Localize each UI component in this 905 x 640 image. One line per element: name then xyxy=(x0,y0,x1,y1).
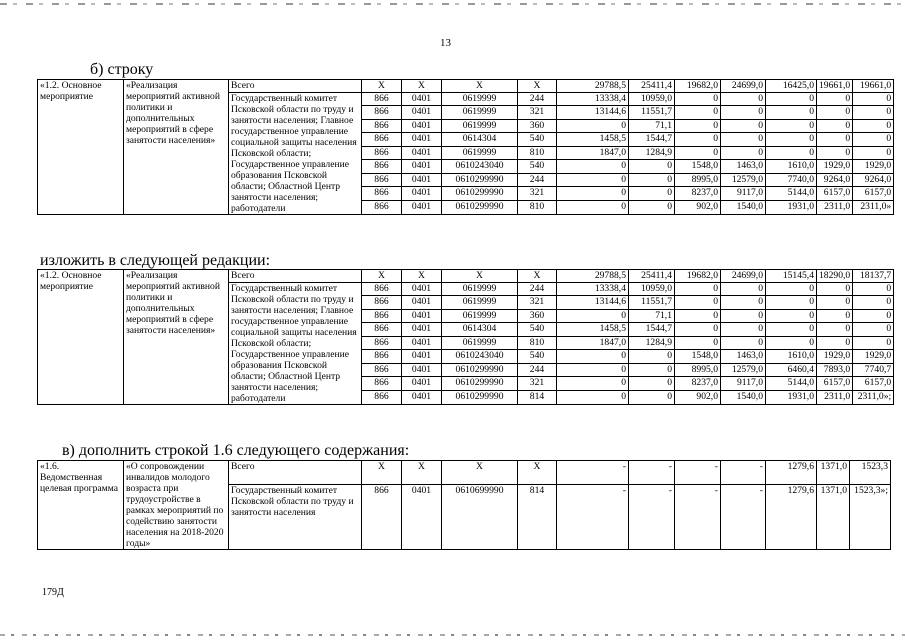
budget-code-cell: 866 xyxy=(362,200,402,214)
budget-code-cell: X xyxy=(362,461,402,485)
budget-code-cell: X xyxy=(518,461,557,485)
budget-code-cell: 244 xyxy=(518,92,557,106)
amount-cell: 10959,0 xyxy=(629,92,675,106)
measure-name-cell: «Реализация мероприятий активной политики и дополнительных мероприятий в сфере занятости населения» xyxy=(124,80,229,215)
amount-cell: 0 xyxy=(557,187,629,201)
table-row xyxy=(38,461,891,485)
budget-code-cell: 866 xyxy=(362,323,402,337)
executor-cell: Государственный комитет Псковской области по труду и занятости населения xyxy=(229,484,362,549)
budget-code-cell: 321 xyxy=(518,106,557,120)
amount-cell: 0 xyxy=(721,106,766,120)
amount-cell: 1371,0 xyxy=(817,484,850,549)
amount-cell: 9264,0 xyxy=(853,173,894,187)
amount-cell: 0 xyxy=(675,119,721,133)
amount-cell: 24699,0 xyxy=(721,270,766,283)
budget-code-cell: 866 xyxy=(362,350,402,364)
budget-code-cell: 0610299990 xyxy=(442,377,518,391)
executor-cell: Государственный комитет Псковской области по труду и занятости населения; Главное государственное управление социальной защиты населения Псковской области; Государственное управление образования Псковской области; Областной Центр занятости населения; работодатели xyxy=(229,92,362,214)
amount-cell: - xyxy=(675,484,721,549)
amount-cell: 0 xyxy=(557,363,629,377)
budget-code-cell: X xyxy=(362,270,402,283)
budget-code-cell: 0619999 xyxy=(442,336,518,350)
amount-cell: 0 xyxy=(721,119,766,133)
amount-cell: 2311,0» xyxy=(853,200,894,214)
amount-cell: 0 xyxy=(766,323,817,337)
amount-cell: 0 xyxy=(766,146,817,160)
amount-cell: 902,0 xyxy=(675,390,721,404)
budget-code-cell: 0401 xyxy=(402,187,442,201)
amount-cell: 0 xyxy=(853,296,894,310)
amount-cell: 1279,6 xyxy=(766,484,817,549)
amount-cell: 0 xyxy=(721,336,766,350)
budget-code-cell: 0401 xyxy=(402,350,442,364)
amount-cell: 0 xyxy=(557,173,629,187)
original-row-table xyxy=(37,79,894,215)
amount-cell: 15145,4 xyxy=(766,270,817,283)
amount-cell: 6157,0 xyxy=(853,187,894,201)
amount-cell: 0 xyxy=(721,296,766,310)
budget-code-cell: 0401 xyxy=(402,92,442,106)
amount-cell: 7893,0 xyxy=(817,363,853,377)
amount-cell: 18290,0 xyxy=(817,270,853,283)
amount-cell: 71,1 xyxy=(629,309,675,323)
amount-cell: 13338,4 xyxy=(557,92,629,106)
budget-code-cell: 866 xyxy=(362,119,402,133)
budget-code-cell: 0619999 xyxy=(442,282,518,296)
amount-cell: 25411,4 xyxy=(629,270,675,283)
budget-code-cell: 814 xyxy=(518,484,557,549)
amount-cell: 0 xyxy=(721,282,766,296)
budget-code-cell: 866 xyxy=(362,187,402,201)
budget-code-cell: 866 xyxy=(362,106,402,120)
budget-code-cell: 0610243040 xyxy=(442,160,518,174)
amount-cell: 8995,0 xyxy=(675,173,721,187)
scan-edge-top xyxy=(0,3,905,5)
amount-cell: 1931,0 xyxy=(766,200,817,214)
amount-cell: 2311,0»; xyxy=(853,390,894,404)
measure-number-cell: «1.2. Основное мероприятие xyxy=(38,270,124,405)
budget-code-cell: X xyxy=(518,270,557,283)
amount-cell: 0 xyxy=(721,323,766,337)
budget-code-cell: 866 xyxy=(362,390,402,404)
amount-cell: 11551,7 xyxy=(629,106,675,120)
amount-cell: - xyxy=(557,461,629,485)
amount-cell: 0 xyxy=(766,119,817,133)
amount-cell: 19661,0 xyxy=(817,80,853,93)
amount-cell: 13338,4 xyxy=(557,282,629,296)
amount-cell: 1544,7 xyxy=(629,323,675,337)
amount-cell: 1540,0 xyxy=(721,390,766,404)
amount-cell: 71,1 xyxy=(629,119,675,133)
amount-cell: 1523,3 xyxy=(850,461,891,485)
new-edition-table xyxy=(37,269,894,405)
new-edition-heading: изложить в следующей редакции: xyxy=(40,252,271,269)
amount-cell: 1931,0 xyxy=(766,390,817,404)
amount-cell: - xyxy=(629,461,675,485)
budget-code-cell: 360 xyxy=(518,309,557,323)
budget-code-cell: 0401 xyxy=(402,173,442,187)
section-b-heading: б) строку xyxy=(90,61,154,78)
amount-cell: 0 xyxy=(721,146,766,160)
amount-cell: 0 xyxy=(766,336,817,350)
amount-cell: 0 xyxy=(817,106,853,120)
amount-cell: 24699,0 xyxy=(721,80,766,93)
amount-cell: 0 xyxy=(675,323,721,337)
budget-code-cell: 0401 xyxy=(402,160,442,174)
budget-code-cell: 540 xyxy=(518,350,557,364)
amount-cell: 0 xyxy=(629,363,675,377)
amount-cell: 0 xyxy=(853,336,894,350)
amount-cell: 1284,9 xyxy=(629,336,675,350)
budget-code-cell: X xyxy=(402,80,442,93)
total-label-cell: Всего xyxy=(229,270,362,283)
amount-cell: 0 xyxy=(817,133,853,147)
budget-code-cell: 0401 xyxy=(402,119,442,133)
budget-code-cell: 321 xyxy=(518,377,557,391)
budget-code-cell: 0401 xyxy=(402,106,442,120)
amount-cell: 0 xyxy=(721,92,766,106)
budget-code-cell: 866 xyxy=(362,377,402,391)
amount-cell: 1371,0 xyxy=(817,461,850,485)
budget-code-cell: 810 xyxy=(518,146,557,160)
amount-cell: 18137,7 xyxy=(853,270,894,283)
amount-cell: 1929,0 xyxy=(853,350,894,364)
amount-cell: 0 xyxy=(766,133,817,147)
row-1-6-table xyxy=(37,460,891,550)
amount-cell: 19661,0 xyxy=(853,80,894,93)
amount-cell: 1284,9 xyxy=(629,146,675,160)
budget-code-cell: X xyxy=(442,80,518,93)
budget-code-cell: 0401 xyxy=(402,336,442,350)
amount-cell: 0 xyxy=(766,296,817,310)
amount-cell: 0 xyxy=(853,282,894,296)
budget-code-cell: 866 xyxy=(362,92,402,106)
amount-cell: 0 xyxy=(853,106,894,120)
budget-code-cell: X xyxy=(402,461,442,485)
budget-code-cell: 0610299990 xyxy=(442,173,518,187)
budget-code-cell: 866 xyxy=(362,363,402,377)
total-label-cell: Всего xyxy=(229,461,362,485)
amount-cell: 0 xyxy=(629,173,675,187)
budget-code-cell: 0610299990 xyxy=(442,390,518,404)
amount-cell: 16425,0 xyxy=(766,80,817,93)
amount-cell: 0 xyxy=(766,106,817,120)
amount-cell: 1540,0 xyxy=(721,200,766,214)
amount-cell: 0 xyxy=(766,92,817,106)
amount-cell: 13144,6 xyxy=(557,106,629,120)
budget-code-cell: 866 xyxy=(362,160,402,174)
budget-code-cell: 0401 xyxy=(402,323,442,337)
amount-cell: 1847,0 xyxy=(557,146,629,160)
amount-cell: 1548,0 xyxy=(675,350,721,364)
amount-cell: 1610,0 xyxy=(766,350,817,364)
amount-cell: 2311,0 xyxy=(817,390,853,404)
amount-cell: 902,0 xyxy=(675,200,721,214)
amount-cell: 13144,6 xyxy=(557,296,629,310)
budget-code-cell: 0610299990 xyxy=(442,200,518,214)
scan-edge-bottom xyxy=(0,634,905,636)
amount-cell: 12579,0 xyxy=(721,363,766,377)
amount-cell: - xyxy=(557,484,629,549)
amount-cell: 0 xyxy=(675,336,721,350)
measure-number-cell: «1.6. Ведомственная целевая программа xyxy=(38,461,124,550)
amount-cell: 0 xyxy=(766,282,817,296)
budget-code-cell: 321 xyxy=(518,296,557,310)
amount-cell: 0 xyxy=(629,160,675,174)
budget-code-cell: 244 xyxy=(518,282,557,296)
page-number: 13 xyxy=(440,37,451,49)
budget-code-cell: 0610243040 xyxy=(442,350,518,364)
amount-cell: 9117,0 xyxy=(721,377,766,391)
budget-code-cell: 321 xyxy=(518,187,557,201)
amount-cell: 5144,0 xyxy=(766,377,817,391)
amount-cell: 6460,4 xyxy=(766,363,817,377)
budget-code-cell: 0401 xyxy=(402,282,442,296)
amount-cell: 1463,0 xyxy=(721,160,766,174)
amount-cell: 9264,0 xyxy=(817,173,853,187)
executor-cell: Государственный комитет Псковской области по труду и занятости населения; Главное государственное управление социальной защиты населения Псковской области; Государственное управление образования Псковской области; Областной Центр занятости населения; работодатели xyxy=(229,282,362,404)
budget-code-cell: 866 xyxy=(362,282,402,296)
budget-code-cell: X xyxy=(362,80,402,93)
amount-cell: 0 xyxy=(817,146,853,160)
budget-code-cell: 0614304 xyxy=(442,323,518,337)
amount-cell: 9117,0 xyxy=(721,187,766,201)
amount-cell: 29788,5 xyxy=(557,80,629,93)
amount-cell: 10959,0 xyxy=(629,282,675,296)
budget-code-cell: 0610299990 xyxy=(442,187,518,201)
amount-cell: 0 xyxy=(817,296,853,310)
amount-cell: 1929,0 xyxy=(817,160,853,174)
budget-code-cell: 0619999 xyxy=(442,106,518,120)
amount-cell: 0 xyxy=(557,119,629,133)
amount-cell: 11551,7 xyxy=(629,296,675,310)
budget-code-cell: 0401 xyxy=(402,200,442,214)
budget-code-cell: 866 xyxy=(362,296,402,310)
table-row xyxy=(38,270,894,283)
amount-cell: 0 xyxy=(817,309,853,323)
amount-cell: 0 xyxy=(557,377,629,391)
amount-cell: 1523,3»; xyxy=(850,484,891,549)
amount-cell: 0 xyxy=(675,309,721,323)
amount-cell: 0 xyxy=(675,282,721,296)
amount-cell: 0 xyxy=(853,323,894,337)
amount-cell: 0 xyxy=(629,390,675,404)
footer-code: 179Д xyxy=(42,587,64,598)
amount-cell: 0 xyxy=(817,92,853,106)
amount-cell: 0 xyxy=(853,133,894,147)
budget-code-cell: 814 xyxy=(518,390,557,404)
budget-code-cell: 0401 xyxy=(402,296,442,310)
amount-cell: 7740,0 xyxy=(766,173,817,187)
amount-cell: 1929,0 xyxy=(853,160,894,174)
measure-name-cell: «Реализация мероприятий активной политики и дополнительных мероприятий в сфере занятости населения» xyxy=(124,270,229,405)
amount-cell: 29788,5 xyxy=(557,270,629,283)
amount-cell: 1929,0 xyxy=(817,350,853,364)
table-row xyxy=(38,80,894,93)
budget-code-cell: 0614304 xyxy=(442,133,518,147)
budget-code-cell: 0401 xyxy=(402,309,442,323)
amount-cell: 0 xyxy=(853,309,894,323)
amount-cell: 0 xyxy=(675,106,721,120)
budget-code-cell: X xyxy=(402,270,442,283)
budget-code-cell: 0619999 xyxy=(442,119,518,133)
amount-cell: 1458,5 xyxy=(557,133,629,147)
amount-cell: 6157,0 xyxy=(817,187,853,201)
budget-code-cell: 0401 xyxy=(402,390,442,404)
budget-code-cell: 866 xyxy=(362,484,402,549)
amount-cell: 0 xyxy=(557,160,629,174)
amount-cell: 19682,0 xyxy=(675,270,721,283)
amount-cell: 0 xyxy=(766,309,817,323)
amount-cell: 0 xyxy=(629,350,675,364)
amount-cell: 0 xyxy=(817,119,853,133)
budget-code-cell: 0619999 xyxy=(442,92,518,106)
amount-cell: 7740,7 xyxy=(853,363,894,377)
amount-cell: - xyxy=(721,461,766,485)
amount-cell: 6157,0 xyxy=(853,377,894,391)
budget-code-cell: 244 xyxy=(518,173,557,187)
budget-code-cell: 244 xyxy=(518,363,557,377)
amount-cell: 0 xyxy=(557,390,629,404)
amount-cell: 2311,0 xyxy=(817,200,853,214)
amount-cell: 0 xyxy=(853,146,894,160)
budget-code-cell: 540 xyxy=(518,133,557,147)
amount-cell: - xyxy=(629,484,675,549)
budget-code-cell: 360 xyxy=(518,119,557,133)
amount-cell: 19682,0 xyxy=(675,80,721,93)
budget-code-cell: 0401 xyxy=(402,484,442,549)
amount-cell: 0 xyxy=(817,336,853,350)
budget-code-cell: 540 xyxy=(518,160,557,174)
amount-cell: 25411,4 xyxy=(629,80,675,93)
budget-code-cell: 0619999 xyxy=(442,309,518,323)
amount-cell: 0 xyxy=(675,146,721,160)
budget-code-cell: 0401 xyxy=(402,377,442,391)
amount-cell: 0 xyxy=(817,282,853,296)
amount-cell: 0 xyxy=(721,133,766,147)
budget-code-cell: X xyxy=(442,461,518,485)
amount-cell: 1548,0 xyxy=(675,160,721,174)
amount-cell: 5144,0 xyxy=(766,187,817,201)
budget-code-cell: 810 xyxy=(518,336,557,350)
amount-cell: 0 xyxy=(629,377,675,391)
amount-cell: 1847,0 xyxy=(557,336,629,350)
amount-cell: 8237,0 xyxy=(675,377,721,391)
budget-code-cell: 866 xyxy=(362,336,402,350)
section-v-heading: в) дополнить строкой 1.6 следующего содержания: xyxy=(62,442,410,459)
amount-cell: 0 xyxy=(721,309,766,323)
measure-number-cell: «1.2. Основное мероприятие xyxy=(38,80,124,215)
budget-code-cell: 866 xyxy=(362,309,402,323)
amount-cell: 0 xyxy=(557,200,629,214)
budget-code-cell: 0610699990 xyxy=(442,484,518,549)
amount-cell: 1279,6 xyxy=(766,461,817,485)
budget-code-cell: 0401 xyxy=(402,363,442,377)
amount-cell: 0 xyxy=(675,92,721,106)
amount-cell: 8237,0 xyxy=(675,187,721,201)
amount-cell: 0 xyxy=(629,200,675,214)
budget-code-cell: 866 xyxy=(362,133,402,147)
amount-cell: 0 xyxy=(675,133,721,147)
budget-code-cell: 540 xyxy=(518,323,557,337)
amount-cell: 0 xyxy=(629,187,675,201)
budget-code-cell: X xyxy=(442,270,518,283)
budget-code-cell: X xyxy=(518,80,557,93)
budget-code-cell: 866 xyxy=(362,146,402,160)
budget-code-cell: 0401 xyxy=(402,146,442,160)
amount-cell: 6157,0 xyxy=(817,377,853,391)
amount-cell: - xyxy=(721,484,766,549)
budget-code-cell: 0610299990 xyxy=(442,363,518,377)
budget-code-cell: 0619999 xyxy=(442,146,518,160)
amount-cell: 0 xyxy=(853,92,894,106)
amount-cell: 8995,0 xyxy=(675,363,721,377)
budget-code-cell: 810 xyxy=(518,200,557,214)
amount-cell: 1610,0 xyxy=(766,160,817,174)
amount-cell: 0 xyxy=(557,350,629,364)
amount-cell: 0 xyxy=(675,296,721,310)
budget-code-cell: 866 xyxy=(362,173,402,187)
measure-name-cell: «О сопровождении инвалидов молодого возраста при трудоустройстве в рамках мероприятий по содействию занятости населения на 2018-2020 годы» xyxy=(124,461,229,550)
amount-cell: 1458,5 xyxy=(557,323,629,337)
amount-cell: 0 xyxy=(557,309,629,323)
amount-cell: 1544,7 xyxy=(629,133,675,147)
amount-cell: - xyxy=(675,461,721,485)
amount-cell: 12579,0 xyxy=(721,173,766,187)
budget-code-cell: 0619999 xyxy=(442,296,518,310)
total-label-cell: Всего xyxy=(229,80,362,93)
budget-code-cell: 0401 xyxy=(402,133,442,147)
amount-cell: 1463,0 xyxy=(721,350,766,364)
amount-cell: 0 xyxy=(853,119,894,133)
amount-cell: 0 xyxy=(817,323,853,337)
